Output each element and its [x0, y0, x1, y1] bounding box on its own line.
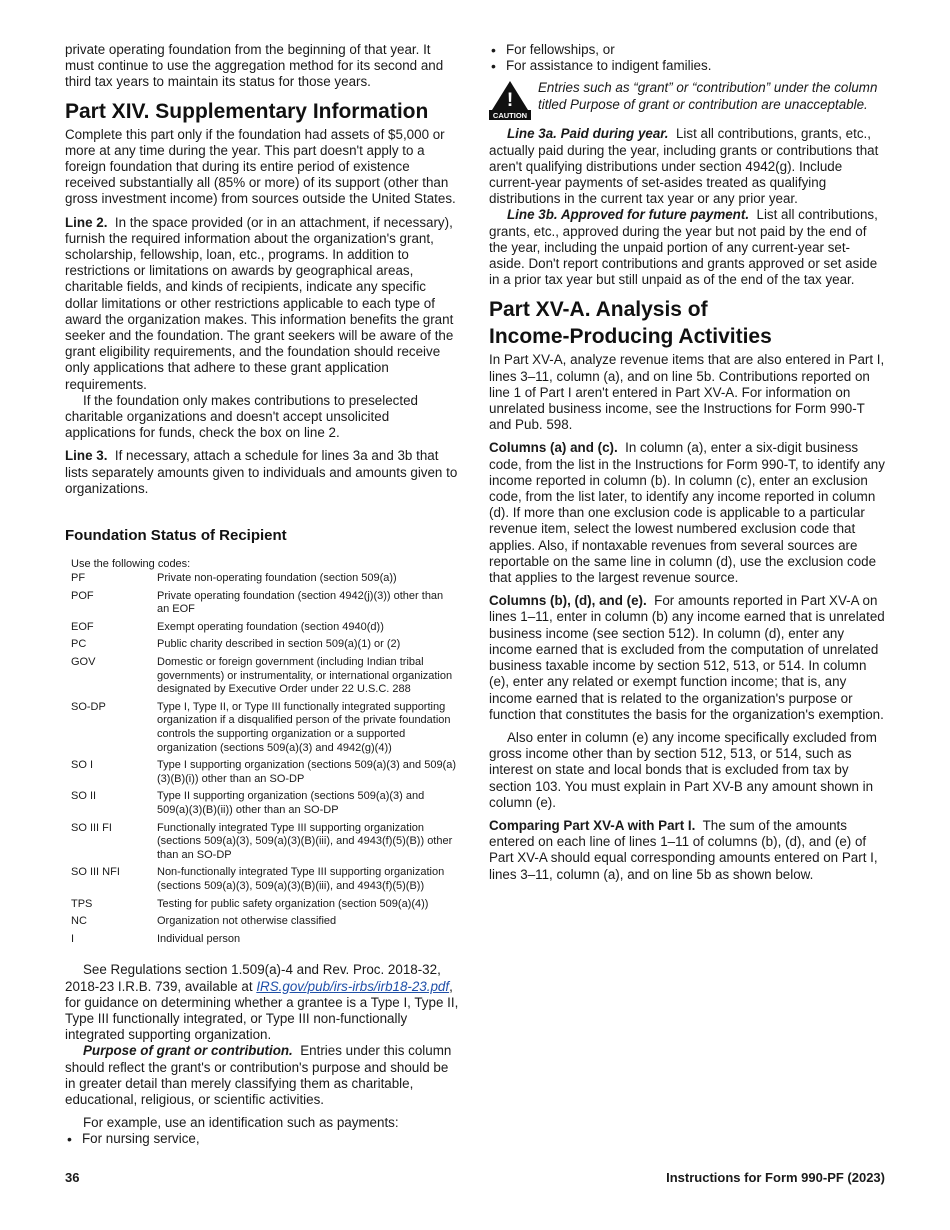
part-xv-a-heading-line1: Part XV-A. Analysis of: [489, 298, 708, 322]
status-code: SO I: [71, 759, 94, 772]
columns-a-c-label: Columns (a) and (c).: [489, 440, 618, 456]
part-xv-a-heading: [489, 296, 885, 350]
part-xiv-heading: Part XIV. Supplementary Information: [65, 99, 429, 123]
status-code: TPS: [71, 897, 93, 910]
line-3b-label: Line 3b. Approved for future payment.: [507, 207, 750, 223]
purpose-label: Purpose of grant or contribution.: [83, 1043, 293, 1059]
table-row: [71, 759, 456, 790]
status-codes-table: [71, 572, 456, 950]
table-row: [71, 933, 456, 951]
status-code: SO III FI: [71, 821, 112, 834]
line-3b-paragraph: [489, 207, 885, 288]
status-code: EOF: [71, 620, 94, 633]
footer-title: Instructions for Form 990-PF (2023): [666, 1170, 885, 1185]
line-3a-label: Line 3a. Paid during year.: [507, 126, 669, 142]
columns-a-c-paragraph: [489, 440, 885, 586]
table-row: [71, 915, 456, 933]
line-3a-text: List all contributions, grants, etc., actually paid during the year, including grants or contributions that aren't qualifying distributions under section 4942(g). Include current-year payments of set-asides treated as qualifying distributions in the current tax year or any prior year.: [489, 126, 879, 207]
part-xv-a-heading-line2: Income-Producing Activities: [489, 325, 772, 349]
list-item: • For assistance to indigent families.: [489, 58, 885, 74]
status-description: Private non-operating foundation (section 509(a)): [157, 572, 397, 585]
columns-b-d-e-label: Columns (b), (d), and (e).: [489, 593, 647, 609]
regulations-text-after: , for guidance on determining whether a grantee is a Type I, Type II, Type III functionally integrated, or Type III non-functionally integrated supporting organization.: [65, 978, 459, 1043]
caution-icon: [489, 80, 531, 120]
irb-link[interactable]: IRS.gov/pub/irs-irbs/irb18-23.pdf: [256, 978, 450, 994]
line-3-label: Line 3.: [65, 448, 108, 464]
status-code: PC: [71, 638, 87, 651]
line-2-paragraph: [65, 215, 460, 393]
caution-triangle-icon: [489, 80, 531, 120]
codes-caption: Use the following codes:: [71, 558, 191, 571]
status-code: GOV: [71, 656, 96, 669]
table-row: [71, 822, 456, 867]
status-description: Type II supporting organization (sections 509(a)(3) and 509(a)(3)(B)(ii)) other than an SO-DP: [157, 790, 425, 816]
status-description: Type I supporting organization (sections 509(a)(3) and 509(a)(3)(B)(i)) other than an SO-DP: [157, 759, 457, 785]
line-3-text: If necessary, attach a schedule for lines 3a and 3b that lists separately amounts given to individuals and amounts given to organizations.: [65, 448, 458, 496]
table-row: [71, 590, 456, 621]
status-description: Private operating foundation (section 4942(j)(3)) other than an EOF: [157, 589, 444, 616]
caution-text: Entries such as “grant” or “contribution” under the column titled Purpose of grant or contribution are unacceptable.: [538, 80, 878, 112]
table-row: [71, 898, 456, 916]
status-code: I: [71, 932, 75, 945]
status-description: Individual person: [157, 932, 241, 945]
left-bullet-list: [65, 1131, 460, 1147]
caution-box: [489, 80, 885, 120]
status-description: Public charity described in section 509(a)(1) or (2): [157, 638, 401, 651]
right-column: [489, 42, 885, 890]
caution-label: CAUTION: [492, 111, 528, 121]
status-description: Functionally integrated Type III supporting organization (sections 509(a)(3), 509(a)(3)(B)(iii), and 4943(f)(5)(B)) other than an SO-DP: [157, 821, 453, 861]
status-code: POF: [71, 589, 94, 602]
table-row: [71, 621, 456, 639]
status-description: Domestic or foreign government (including Indian tribal governments) or instrumentality, or international organization designated by Executive Order under 22 U.S.C. 288: [157, 656, 453, 696]
table-row: [71, 656, 456, 701]
line-2-followup: If the foundation only makes contributions to preselected charitable organizations and doesn't accept unsolicited applications for funds, check the box on line 2.: [65, 392, 418, 441]
line-2-label: Line 2.: [65, 214, 108, 230]
columns-b-d-e-paragraph: [489, 593, 885, 723]
comparing-label: Comparing Part XV-A with Part I.: [489, 817, 696, 833]
columns-a-c-text: In column (a), enter a six-digit business code, from the list in the Instructions for Form 990-T, to identify any income reported in column (b). In column (c), enter an exclusion code, from the list later, to identify any income reported in column (d). If more than one exclusion code is applicable to a particular revenue item, select the lowest numbered exclusion code that applies. Also, if nontaxable revenues from several sources are reportable on the same line in column (d), use the exclusion code that applies to the largest revenue source.: [489, 440, 885, 586]
comparing-text: The sum of the amounts entered on each line of lines 1–11 of columns (b), (d), and (e) of Part XV-A should equal corresponding amounts entered on Part I, lines 3–11, column (a), and on line 5b as shown below.: [489, 817, 878, 882]
status-description: Organization not otherwise classified: [157, 915, 337, 928]
status-code: PF: [71, 572, 86, 585]
comparing-paragraph: [489, 818, 885, 883]
regulations-paragraph: [65, 962, 460, 1043]
status-code: SO-DP: [71, 700, 106, 713]
table-row: [71, 638, 456, 656]
status-description: Testing for public safety organization (section 509(a)(4)): [157, 897, 429, 910]
column-e-paragraph: Also enter in column (e) any income specifically excluded from gross income other than by section 512, 513, or 514, such as interest on state and local bonds that is excluded from tax by section 103. You must explain in Part XV-B any amount shown in column (e).: [489, 729, 877, 810]
table-row: [71, 572, 456, 590]
intro-paragraph: private operating foundation from the beginning of that year. It must continue to use the aggregation method for its second and third tax years to maintain its status for those years.: [65, 42, 444, 90]
columns-b-d-e-text: For amounts reported in Part XV-A on lines 1–11, enter in column (b) any income earned that is unrelated business income (see section 512). In column (d), enter any income earned that is excluded from the computation of unrelated business taxable income by section 512, 513, or 514. In column (e), enter any related or exempt function income; that is, any income earned that is related to the organization's purpose or function that constitutes the basis for the organization's exemption.: [489, 593, 885, 722]
status-description: Non-functionally integrated Type III supporting organization (sections 509(a)(3), 509(a)(3)(B)(iii), and 4943(f)(5)(B)): [157, 866, 445, 892]
purpose-text: Entries under this column should reflect the grant's or contribution's purpose and should be in greater detail than merely classifying them as charitable, educational, religious, or scientific activities.: [65, 1043, 452, 1107]
purpose-paragraph: [65, 1043, 460, 1108]
line-3-paragraph: [65, 448, 460, 497]
line-2-text: In the space provided (or in an attachment, if necessary), furnish the required information about the organization's grant, scholarship, fellowship, loan, etc., programs. In addition to restrictions or limitations on awards by geographical areas, charitable fields, and kinds of recipients, indicate any specific dollar limitations or other restrictions applicable to each type of award the organization makes. This information benefits the grant seeker and the foundation. The grant seekers will be aware of the grant eligibility requirements, and the foundation should receive only applications that adhere to these grant application requirements.: [65, 214, 454, 392]
status-description: Type I, Type II, or Type III functionally integrated supporting organization if a disqualified person of the private foundation controls the supporting organization or a supported organization (sections 509(a)(3) and 4942(g)(4)): [157, 700, 451, 754]
part-xiv-paragraph: Complete this part only if the foundation had assets of $5,000 or more at any time during the year. This part doesn't apply to a foreign foundation that during its entire period of existence received substantially all (85% or more) of its support (other than gross investment income) from sources outside the United States.: [65, 126, 456, 207]
table-row: [71, 866, 456, 897]
table-row: [71, 790, 456, 821]
regulations-text-before: See Regulations section 1.509(a)-4 and Rev. Proc. 2018-32, 2018-23 I.R.B. 739, available at: [65, 962, 441, 994]
line-3a-paragraph: [489, 126, 885, 207]
table-row: [71, 701, 456, 759]
status-code: SO II: [71, 790, 97, 803]
status-code: SO III NFI: [71, 866, 120, 879]
example-paragraph: For example, use an identification such as payments:: [83, 1115, 399, 1131]
part-xv-a-paragraph: In Part XV-A, analyze revenue items that are also entered in Part I, lines 3–11, column (a), and on line 5b. Contributions reported on line 1 of Part I aren't entered in Part XV-A. For information on unrelated business income, see the Instructions for Form 990-T and Pub. 598.: [489, 352, 885, 433]
list-item: • For fellowships, or: [489, 42, 885, 58]
line-3b-text: List all contributions, grants, etc., approved during the year but not paid by the end of the year, including the unpaid portion of any current-year set-aside. Don't report contributions and grants approved or set aside in a prior tax year but still unpaid as of the end of the tax year.: [489, 207, 878, 288]
caution-symbol: !: [506, 90, 514, 112]
list-item: • For nursing service,: [65, 1131, 460, 1147]
page-number: 36: [65, 1170, 80, 1185]
right-bullet-list: [489, 42, 885, 74]
foundation-status-heading: Foundation Status of Recipient: [65, 527, 287, 545]
status-description: Exempt operating foundation (section 4940(d)): [157, 620, 384, 633]
status-code: NC: [71, 915, 87, 928]
left-column: [65, 42, 460, 1154]
